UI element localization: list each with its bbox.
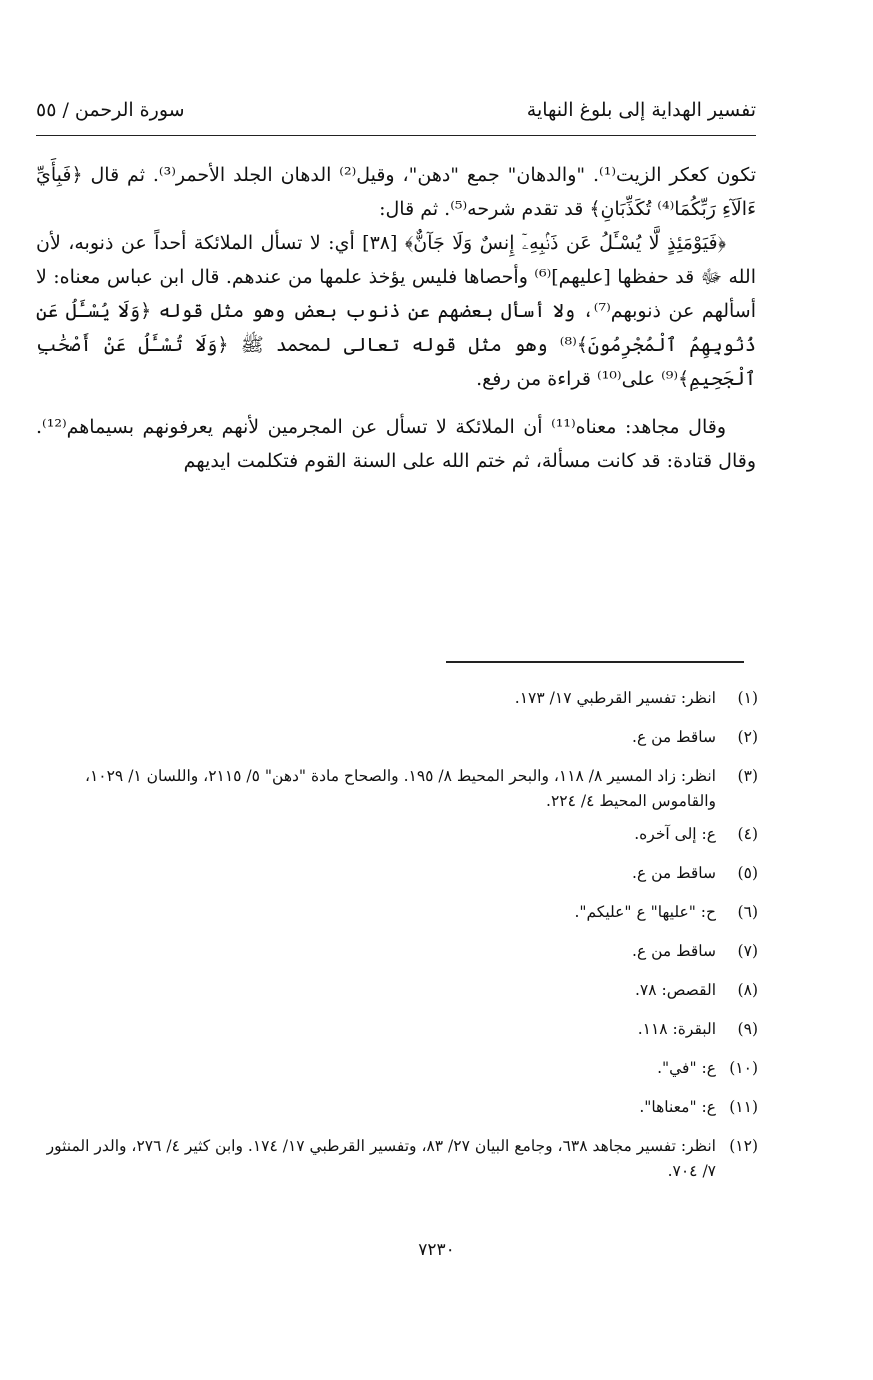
footnote-separator [446,661,744,663]
footnote-number: (٥) [737,864,758,882]
footnote-text: ع: "معناها". [639,1098,716,1116]
footnote-item [30,1017,758,1042]
footnote-item [30,900,758,925]
footnote-number: (٣) [737,767,758,785]
paragraph-3: وقال مجاهد: معناه⁽¹¹⁾ أن الملائكة لا تسأل عن المجرمين لأنهم يعرفونهم بسيماهم⁽¹²⁾. وقال قتادة: قد كانت مسألة، ثم ختم الله على السنة القوم فتكلمت ايديهم [36,416,756,472]
footnote-number: (١١) [729,1098,758,1116]
footnote-text: ع: "في". [657,1059,716,1077]
paragraph-1: تكون كعكر الزيت⁽¹⁾. "والدهان" جمع "دهن"، وقيل⁽²⁾ الدهان الجلد الأحمر⁽³⁾. ثم قال ﴿فَبِأَيِّ ءَالَآءِ رَبِّكُمَا⁽⁴⁾ تُكَذِّبَانِ﴾ قد تقدم شرحه⁽⁵⁾. ثم قال: [36,164,757,220]
footnote-number: (١٢) [729,1137,758,1155]
footnote-text: ساقط من ع. [632,864,716,882]
footnote-number: (١٠) [729,1059,758,1077]
footnote-number: (٧) [737,942,758,960]
footnote-item [30,861,758,886]
footnote-number: (١) [737,689,758,707]
footnotes [30,686,758,1192]
footnote-item [30,725,758,750]
footnote-item [30,1134,758,1184]
footnote-item [30,978,758,1003]
footnote-item [30,686,758,711]
footnote-item [30,1056,758,1081]
footnote-number: (٦) [737,903,758,921]
footnote-number: (٨) [737,981,758,999]
footnote-text: ساقط من ع. [632,942,716,960]
footnote-text: البقرة: ١١٨. [637,1020,716,1038]
footnote-text: القصص: ٧٨. [634,981,716,999]
footnote-text: انظر: زاد المسير ٨/ ١١٨، والبحر المحيط ٨/ ١٩٥. والصحاح مادة "دهن" ٥/ ٢١١٥، واللسان ١/ ١٠٢٩، والقاموس المحيط ٤/ ٢٢٤. [84,767,716,810]
footnote-number: (٩) [737,1020,758,1038]
footnote-number: (٤) [737,825,758,843]
page-number: ٧٢٣٠ [418,1240,455,1260]
book-title: تفسير الهداية إلى بلوغ النهاية [526,99,756,121]
surah-page-label: سورة الرحمن / ٥٥ [36,99,185,121]
footnote-text: ع: إلى آخره. [634,825,716,843]
paragraph-2: ﴿فَيَوْمَئِذٍ لَّا يُسْـَٔلُ عَن ذَنۢبِهِۦٓ إِنسٌ وَلَا جَآنٌّ﴾ [٣٨] أي: لا تسأل الملائكة أحداً عن ذنوبه، لأن الله ﷻ قد حفظها [عليهم]⁽⁶⁾ وأحصاها فليس يؤخذ علمها من عندهم. قال ابن عباس معناه: لا أسألهم عن ذنوبهم⁽⁷⁾، ولا أسأل بعضهم عن ذنوب بعض وهو مثل قوله ﴿وَلَا يُسْـَٔلُ عَن ذُنُوبِهِمُ ٱلْمُجْرِمُونَ﴾⁽⁸⁾ وهو مثل قوله تعالى لمحمد ﷺ ﴿وَلَا تُسْـَٔلُ عَنْ أَصْحَٰبِ ٱلْجَحِيمِ﴾⁽⁹⁾ على⁽¹⁰⁾ قراءة من رفع. [36,232,757,390]
footnote-text: ساقط من ع. [632,728,716,746]
footnote-text: ح: "عليها" ع "عليكم". [574,903,716,921]
footnote-item [30,822,758,847]
running-header [36,95,756,136]
footnote-text: انظر: تفسير مجاهد ٦٣٨، وجامع البيان ٢٧/ ٨٣، وتفسير القرطبي ١٧/ ١٧٤. وابن كثير ٤/ ٢٧٦، والدر المنثور ٧/ ٧٠٤. [46,1137,716,1180]
footnote-item [30,939,758,964]
footnote-text: انظر: تفسير القرطبي ١٧/ ١٧٣. [514,689,716,707]
footnote-number: (٢) [737,728,758,746]
main-text [36,158,756,478]
footnote-item [30,1095,758,1120]
footnote-item [30,764,758,814]
